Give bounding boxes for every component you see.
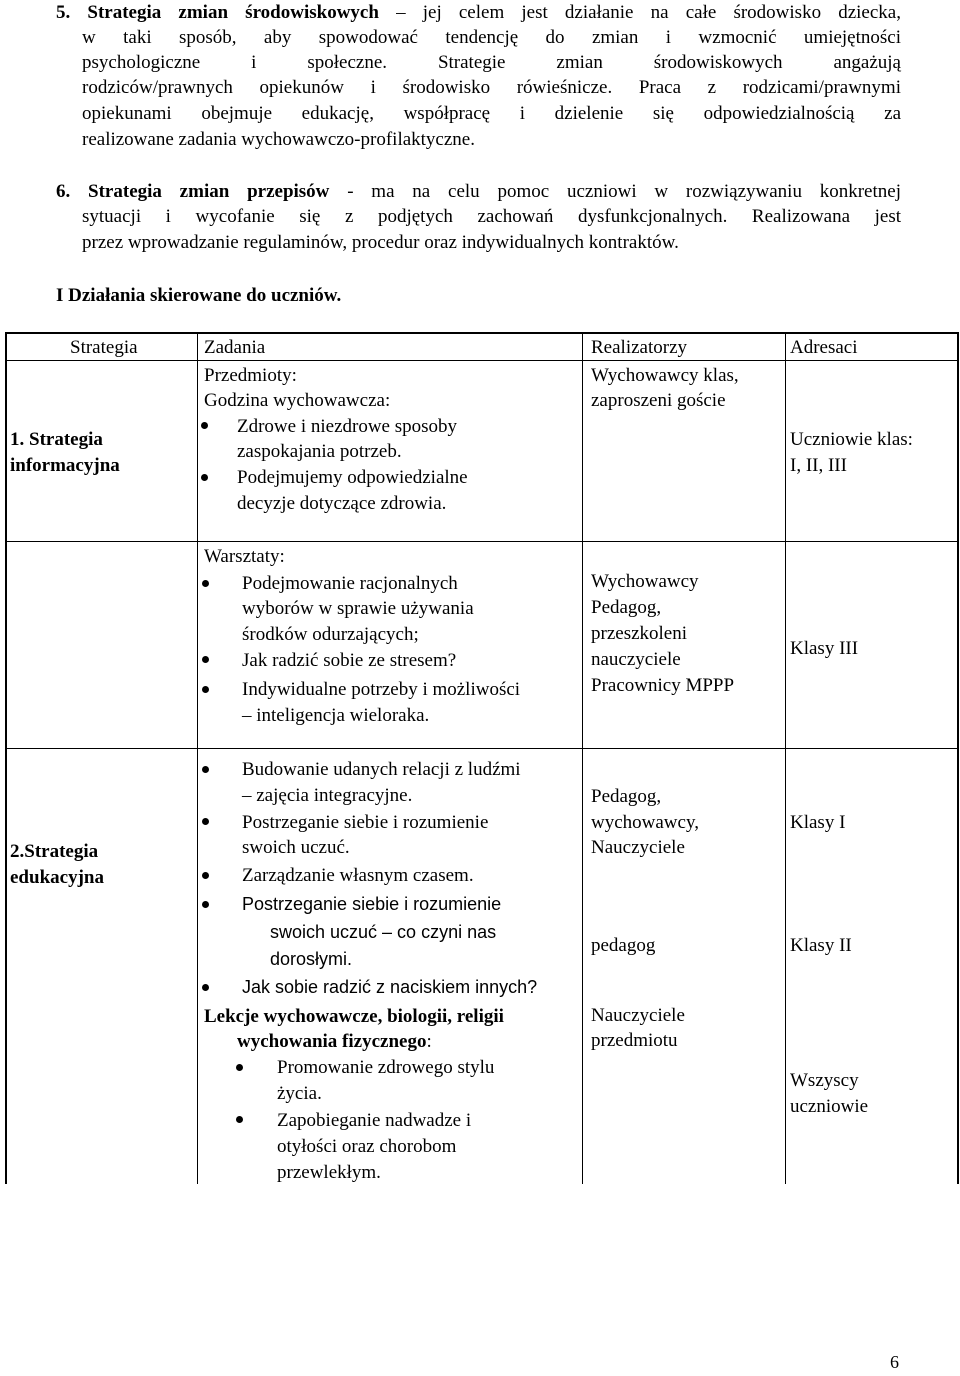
para-5-line-2: w taki sposób, aby spowodować tendencję do zmian i wzmocnić umiejętności <box>82 27 901 48</box>
przedmioty-heading: Przedmioty: <box>204 365 297 386</box>
realizer-line: wychowawcy, <box>591 812 699 833</box>
task-line: decyzje dotyczące zdrowia. <box>237 493 447 514</box>
realizer-line: Pedagog, <box>591 597 662 618</box>
task-line: środków odurzających; <box>242 624 419 645</box>
bullet-icon <box>202 766 209 773</box>
lekcje-heading-2-bold: wychowania fizycznego <box>237 1031 427 1052</box>
row-2-bottom-border <box>5 748 958 749</box>
lekcje-heading-2 <box>237 1029 432 1055</box>
bullet-icon <box>236 1116 243 1123</box>
strategy-2-label-line-1: 2.Strategia <box>10 841 99 862</box>
bullet-icon <box>202 984 209 991</box>
strategy-2-label-line-2: edukacyjna <box>10 867 104 888</box>
para-5-line-6: realizowane zadania wychowawczo-profilaktyczne. <box>82 129 475 150</box>
bullet-icon <box>236 1064 243 1071</box>
table-right-border <box>957 332 959 1184</box>
col-divider-1 <box>197 332 198 1184</box>
task-line: swoich uczuć – co czyni nas <box>270 922 497 942</box>
table-left-border <box>5 332 7 1184</box>
table-top-border <box>5 332 958 334</box>
realizer-line: Pedagog, <box>591 786 662 807</box>
col-divider-2 <box>582 332 583 1184</box>
task-line: zaspokajania potrzeb. <box>237 441 402 462</box>
realizer-line: przedmiotu <box>591 1030 678 1051</box>
para-6-line-1-text: - ma na celu pomoc uczniowi w rozwiązywaniu konkretnej <box>329 181 901 202</box>
task-line: Postrzeganie siebie i rozumienie <box>242 894 502 914</box>
bullet-icon <box>202 656 209 663</box>
realizer-line: przeszkoleni <box>591 623 688 644</box>
task-line: – zajęcia integracyjne. <box>242 785 413 806</box>
para-5-line-5: opiekunami obejmuje edukację, współpracę i dzielenie się odpowiedzialnością za <box>82 103 901 124</box>
recipient-line: Klasy I <box>790 812 846 833</box>
para-5-line-3: psychologiczne i społeczne. Strategie zmian środowiskowych angażują <box>82 52 901 73</box>
bullet-icon <box>202 686 209 693</box>
col-divider-3 <box>785 332 786 1184</box>
recipient-line: Uczniowie klas: <box>790 429 913 450</box>
recipient-line: I, II, III <box>790 455 847 476</box>
page-number: 6 <box>890 1352 899 1372</box>
task-line: swoich uczuć. <box>242 837 350 858</box>
recipient-line: Wszyscy <box>790 1070 859 1091</box>
para-5-line-4: rodziców/prawnych opiekunów i środowisko rówieśnicze. Praca z rodzicami/prawnymi <box>82 77 901 98</box>
header-zadania: Zadania <box>204 337 266 358</box>
realizer-line: Wychowawcy <box>591 571 699 592</box>
realizer-line: Pracownicy MPPP <box>591 675 735 696</box>
header-realizatorzy: Realizatorzy <box>591 337 688 358</box>
task-line: Podejmujemy odpowiedzialne <box>237 467 468 488</box>
lekcje-heading: Lekcje wychowawcze, biologii, religii <box>204 1006 504 1027</box>
realizer-line: Nauczyciele <box>591 837 685 858</box>
bullet-icon <box>202 872 209 879</box>
task-line: Zapobieganie nadwadze i <box>277 1110 472 1131</box>
task-line: wyborów w sprawie używania <box>242 598 474 619</box>
strategy-1-label-line-2: informacyjna <box>10 455 120 476</box>
task-line: życia. <box>277 1083 322 1104</box>
row-1-bottom-border <box>5 541 958 542</box>
task-line: Podejmowanie racjonalnych <box>242 573 458 594</box>
task-line: Promowanie zdrowego stylu <box>277 1057 495 1078</box>
para-6-line-1 <box>56 179 901 205</box>
bullet-icon <box>202 580 209 587</box>
header-strategia: Strategia <box>70 337 138 358</box>
para-6-lead: 6. Strategia zmian przepisów <box>56 181 330 202</box>
para-5-line-1-text: – jej celem jest działanie na całe środowisko dziecka, <box>378 2 901 23</box>
bullet-icon <box>201 474 208 481</box>
recipient-line: Klasy III <box>790 638 859 659</box>
bullet-icon <box>201 422 208 429</box>
section-heading: I Działania skierowane do uczniów. <box>56 285 342 306</box>
task-line: Indywidualne potrzeby i możliwości <box>242 679 521 700</box>
task-line: Budowanie udanych relacji z ludźmi <box>242 759 521 780</box>
bullet-icon <box>202 818 209 825</box>
para-6-line-3: przez wprowadzanie regulaminów, procedur oraz indywidualnych kontraktów. <box>82 232 679 253</box>
para-6-line-2: sytuacji i wycofanie się z podjętych zachowań dysfunkcjonalnych. Realizowana jest <box>82 206 901 227</box>
godzina-heading: Godzina wychowawcza: <box>204 390 391 411</box>
strategy-1-label-line-1: 1. Strategia <box>10 429 103 450</box>
task-line: Postrzeganie siebie i rozumienie <box>242 812 489 833</box>
para-5-lead: 5. Strategia zmian środowiskowych <box>56 2 379 23</box>
recipient-line: uczniowie <box>790 1096 869 1117</box>
task-line: otyłości oraz chorobom <box>277 1136 457 1157</box>
task-line: przewlekłym. <box>277 1162 381 1183</box>
realizer-line: Wychowawcy klas, <box>591 365 739 386</box>
recipient-line: Klasy II <box>790 935 852 956</box>
realizer-line: pedagog <box>591 935 656 956</box>
realizer-line: nauczyciele <box>591 649 681 670</box>
realizer-line: zaproszeni goście <box>591 390 726 411</box>
realizer-line: Nauczyciele <box>591 1005 685 1026</box>
task-line: Jak radzić sobie ze stresem? <box>242 650 457 671</box>
bullet-icon <box>202 901 209 908</box>
para-5-line-1 <box>56 0 901 26</box>
task-line: Jak sobie radzić z naciskiem innych? <box>242 977 538 997</box>
task-line: Zdrowe i niezdrowe sposoby <box>237 416 458 437</box>
lekcje-heading-colon: : <box>426 1031 432 1052</box>
task-line: Zarządzanie własnym czasem. <box>242 865 474 886</box>
task-line: dorosłymi. <box>270 949 353 969</box>
warsztaty-heading: Warsztaty: <box>204 546 285 567</box>
task-line: – inteligencja wieloraka. <box>242 705 430 726</box>
header-adresaci: Adresaci <box>790 337 858 358</box>
